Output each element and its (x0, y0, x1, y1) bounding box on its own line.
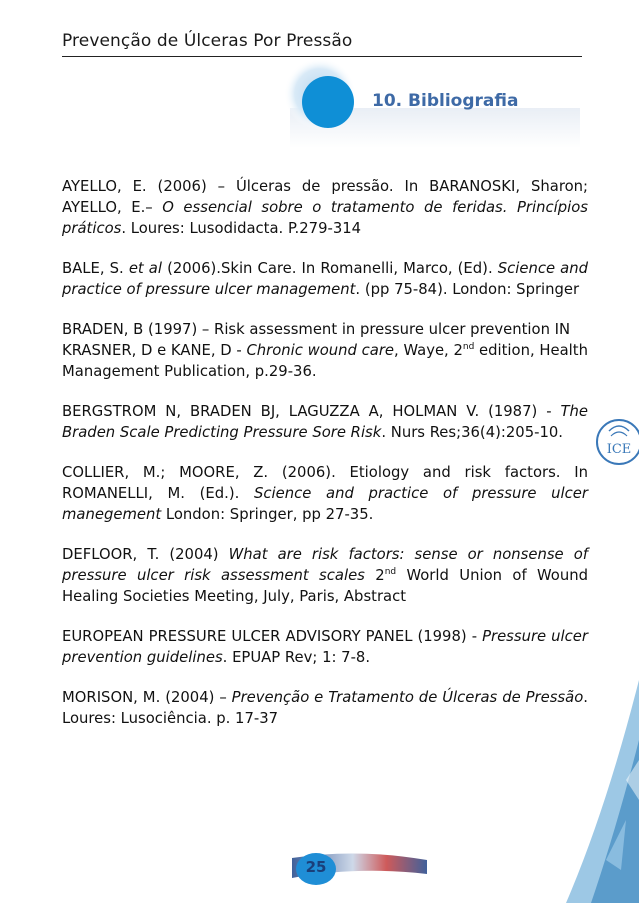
reference-entry (62, 401, 588, 443)
reference-text: MORISON, M. (2004) – (62, 689, 232, 706)
reference-title-text: Science and practice of pressure ulcer manegement (62, 485, 588, 523)
reference-entry (62, 319, 588, 382)
reference-title-text: The Braden Scale Predicting Pressure Sore Risk (62, 403, 588, 441)
section-title: 10. Bibliografia (372, 91, 519, 111)
reference-text: nd (462, 342, 475, 353)
reference-text: . Loures: Lusociência. p. 17-37 (62, 689, 588, 727)
ice-logo (589, 416, 639, 472)
reference-title-text: Pressure ulcer prevention guidelines (62, 628, 588, 666)
reference-title-text: et al (128, 260, 162, 277)
reference-title-text: Prevenção e Tratamento de Úlceras de Pressão (231, 689, 584, 706)
page-number: 25 (305, 858, 327, 876)
bibliography-list (62, 176, 588, 748)
page-header-title: Prevenção de Úlceras Por Pressão (62, 31, 353, 51)
reference-text: . (pp 75-84). London: Springer (355, 281, 580, 298)
reference-text: edition, Health Management Publication, p.29-36. (62, 342, 588, 380)
reference-text: COLLIER, M.; MOORE, Z. (2006). Etiology and risk factors. In ROMANELLI, M. (Ed.). (62, 464, 588, 502)
reference-entry (62, 544, 588, 607)
reference-text: BALE, S. (62, 260, 129, 277)
reference-text: BERGSTROM N, BRADEN BJ, LAGUZZA A, HOLMAN V. (1987) - (62, 403, 561, 420)
reference-text: . EPUAP Rev; 1: 7-8. (222, 649, 371, 666)
reference-text: , Waye, 2 (394, 342, 463, 359)
reference-title-text: What are risk factors: sense or nonsense of pressure ulcer risk assessment scales (62, 546, 588, 584)
corner-decoration (556, 660, 639, 903)
reference-entry (62, 258, 588, 300)
reference-text: London: Springer, pp 27-35. (161, 506, 374, 523)
reference-entry (62, 462, 588, 525)
reference-text: (2006).Skin Care. In Romanelli, Marco, (Ed). (162, 260, 498, 277)
ice-logo-text: ICE (606, 442, 632, 457)
reference-text: nd (384, 567, 397, 578)
reference-text: . Loures: Lusodidacta. P.279-314 (121, 220, 362, 237)
reference-entry (62, 626, 588, 668)
reference-text: DEFLOOR, T. (2004) (62, 546, 229, 563)
reference-text: 2 (364, 567, 385, 584)
reference-entry (62, 687, 588, 729)
reference-title-text: O essencial sobre o tratamento de feridas. Princípios práticos (62, 199, 589, 237)
reference-title-text: Chronic wound care (246, 342, 395, 359)
reference-title-text: Science and practice of pressure ulcer management (62, 260, 589, 298)
reference-text: . Nurs Res;36(4):205-10. (381, 424, 563, 441)
header-divider (62, 56, 582, 57)
reference-entry (62, 176, 588, 239)
reference-text: EUROPEAN PRESSURE ULCER ADVISORY PANEL (1998) - (62, 628, 483, 645)
reference-text: World Union of Wound Healing Societies Meeting, July, Paris, Abstract (62, 567, 588, 605)
reference-text: BRADEN, B (1997) – Risk assessment in pressure ulcer prevention IN KRASNER, D e KANE, D - (62, 321, 571, 359)
reference-text: AYELLO, E. (2006) – Úlceras de pressão. In BARANOSKI, Sharon; AYELLO, E.– (62, 178, 588, 216)
